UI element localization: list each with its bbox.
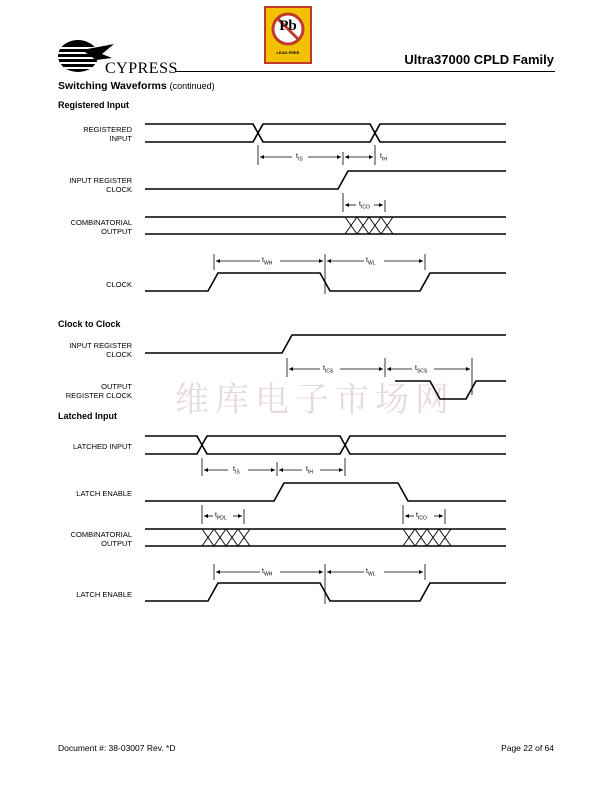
document-title: Ultra37000 CPLD Family [404,52,554,67]
dimension-tis-tih-2 [202,458,345,476]
timing-label-tis [296,153,303,162]
subhead-clock-to-clock: Clock to Clock [58,319,121,329]
waveform-latch-enable-2 [145,583,506,601]
waveform-clock [145,273,506,291]
waveform-input-register-clock [145,171,506,189]
t-sub: WH [263,571,273,578]
t-sub: IH [381,156,387,163]
timing-label-tis-2 [233,466,240,475]
t-prefix: t [415,365,417,372]
t-prefix: t [262,568,264,575]
label-line: INPUT [109,134,132,143]
t-sub: IS [297,156,303,163]
waveform-latch-enable [145,483,506,501]
waveform-c2c-input-register-clock [145,335,506,353]
t-sub: WL [367,260,376,267]
t-sub: IS [234,469,240,476]
label-clock: CLOCK [106,280,132,289]
t-sub: ICS [324,368,334,375]
timing-label-tics [323,365,333,374]
t-prefix: t [233,466,235,473]
label-line: CLOCK [106,350,132,359]
t-prefix: t [306,466,308,473]
label-line: OUTPUT [101,382,132,391]
badge-text: LEAD-FREE [276,50,300,55]
timing-label-twh-2 [262,568,272,577]
label-line: INPUT REGISTER [69,341,132,350]
label-latched-input: LATCHED INPUT [72,442,132,451]
dimension-tics-tscs [287,358,472,395]
label-latch-enable: LATCH ENABLE [76,489,132,498]
label-line: CLOCK [106,185,132,194]
label-line: REGISTERED [83,125,132,134]
timing-label-twl-2 [366,568,375,577]
timing-label-tico-2 [416,512,427,521]
timing-label-tscs [415,365,427,374]
section-title-text: Switching Waveforms [58,80,167,92]
t-prefix: t [359,201,361,208]
dimension-tis-tih [258,145,375,165]
dimension-twh-twl-2 [214,564,425,604]
t-prefix: t [296,153,298,160]
waveform-output-register-clock-drawn [145,381,506,399]
section-continued: (continued) [169,81,215,91]
t-sub: IH [307,469,313,476]
waveform-combinatorial-output [145,217,506,234]
brand-name: CYPRESS [105,60,178,77]
timing-label-tih-2 [306,466,313,475]
timing-label-twh [262,257,272,266]
label-line: INPUT REGISTER [69,176,132,185]
footer-page-number: Page 22 of 64 [501,743,554,753]
t-sub: WH [263,260,273,267]
timing-label-tih [380,153,387,162]
t-prefix: t [215,512,217,519]
t-sub: WL [367,571,376,578]
footer-document-number: Document #: 38-03007 Rev. *D [58,743,176,753]
t-sub: SCS [416,368,428,375]
t-prefix: t [366,568,368,575]
waveform-latched-input [145,436,506,454]
t-sub: ICO [417,515,427,522]
undefined-region-2 [202,529,250,546]
dimension-tpdl-tico-2 [202,505,445,524]
watermark: 维库电子市场网 [175,380,455,420]
waveform-registered-input [145,124,506,142]
t-prefix: t [416,512,418,519]
dimension-twh-twl [214,254,425,294]
subhead-latched-input: Latched Input [58,411,117,421]
label-line: OUTPUT [101,539,132,548]
timing-label-tpdl [215,512,227,521]
t-prefix: t [323,365,325,372]
subhead-registered-input: Registered Input [58,100,130,110]
t-prefix: t [262,257,264,264]
t-sub: ICO [360,204,370,211]
undefined-region-3 [403,529,451,546]
t-sub: PDL [216,515,227,522]
t-prefix: t [380,153,382,160]
label-line: OUTPUT [101,227,132,236]
label-line: REGISTER CLOCK [65,391,132,400]
label-latch-enable-2: LATCH ENABLE [76,590,132,599]
label-line: COMBINATORIAL [70,530,132,539]
timing-label-tico [359,201,370,210]
badge-symbol: Pb [279,18,297,34]
timing-label-twl [366,257,375,266]
waveform-li-combinatorial-output [145,529,506,546]
label-line: COMBINATORIAL [70,218,132,227]
t-prefix: t [366,257,368,264]
